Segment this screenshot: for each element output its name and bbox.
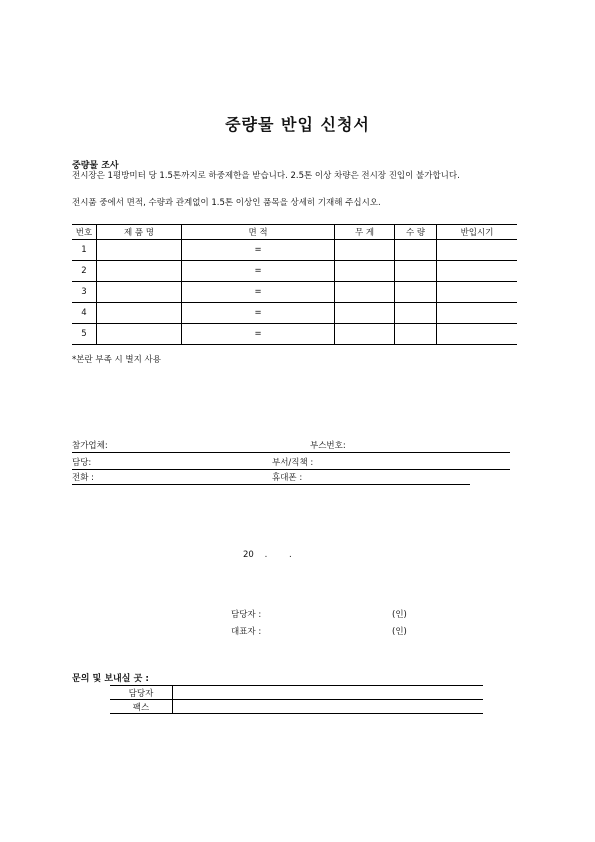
booth-number-field[interactable] — [310, 440, 510, 453]
table-row — [72, 303, 517, 324]
mobile-label: 휴대폰 : — [272, 473, 303, 483]
product-cell[interactable] — [97, 240, 182, 261]
dept-title-label: 부서/직책 : — [272, 458, 314, 468]
manager-label: 담당: — [72, 458, 92, 468]
col-header-product: 제 품 명 — [97, 225, 182, 240]
col-header-no: 번호 — [72, 225, 97, 240]
heavy-items-table — [72, 224, 517, 345]
product-cell[interactable] — [97, 282, 182, 303]
area-cell[interactable]: = — [182, 261, 335, 282]
instruction-text-1: 전시장은 1평방미터 당 1.5톤까지로 하중제한을 받습니다. 2.5톤 이상 차량은 전시장 진입이 불가합니다. — [72, 171, 460, 181]
quantity-cell[interactable] — [395, 303, 437, 324]
col-header-quantity: 수 량 — [395, 225, 437, 240]
row-number: 2 — [72, 261, 97, 282]
delivery-time-cell[interactable] — [437, 324, 518, 345]
contact-label-fax: 팩스 — [110, 700, 173, 714]
signature-ceo-seal[interactable]: (인) — [392, 627, 407, 637]
table-note: *본란 부족 시 별지 사용 — [72, 355, 161, 365]
manager-field[interactable] — [72, 457, 272, 470]
date-line[interactable]: 20 . . — [243, 550, 292, 560]
area-cell[interactable]: = — [182, 303, 335, 324]
row-number: 1 — [72, 240, 97, 261]
contact-label-manager: 담당자 — [110, 686, 173, 700]
weight-cell[interactable] — [335, 324, 395, 345]
company-field[interactable] — [72, 440, 310, 453]
signature-manager-seal[interactable]: (인) — [392, 610, 407, 620]
row-number: 4 — [72, 303, 97, 324]
delivery-time-cell[interactable] — [437, 261, 518, 282]
table-header-row — [72, 225, 517, 240]
product-cell[interactable] — [97, 261, 182, 282]
area-cell[interactable]: = — [182, 240, 335, 261]
area-cell[interactable]: = — [182, 324, 335, 345]
delivery-time-cell[interactable] — [437, 303, 518, 324]
quantity-cell[interactable] — [395, 240, 437, 261]
dept-title-field[interactable] — [272, 457, 510, 470]
contact-title: 문의 및 보내실 곳 : — [72, 674, 149, 684]
contact-row — [110, 686, 483, 700]
delivery-time-cell[interactable] — [437, 240, 518, 261]
col-header-weight: 무 게 — [335, 225, 395, 240]
product-cell[interactable] — [97, 324, 182, 345]
delivery-time-cell[interactable] — [437, 282, 518, 303]
table-row — [72, 324, 517, 345]
table-row — [72, 282, 517, 303]
phone-label: 전화 : — [72, 473, 94, 483]
contact-table — [110, 685, 483, 714]
row-number: 5 — [72, 324, 97, 345]
product-cell[interactable] — [97, 303, 182, 324]
area-cell[interactable]: = — [182, 282, 335, 303]
signature-ceo-label: 대표자 : — [231, 627, 262, 637]
table-row — [72, 261, 517, 282]
instruction-text-2: 전시품 중에서 면적, 수량과 관계없이 1.5톤 이상인 품목을 상세히 기재해 주십시오. — [72, 198, 381, 208]
section-title: 중량물 조사 — [72, 161, 119, 171]
weight-cell[interactable] — [335, 240, 395, 261]
contact-value-manager[interactable] — [173, 686, 484, 700]
company-label: 참가업체: — [72, 441, 108, 451]
phone-field[interactable] — [72, 472, 272, 485]
contact-value-fax[interactable] — [173, 700, 484, 714]
table-row — [72, 240, 517, 261]
quantity-cell[interactable] — [395, 324, 437, 345]
weight-cell[interactable] — [335, 261, 395, 282]
mobile-field[interactable] — [272, 472, 470, 485]
booth-number-label: 부스번호: — [310, 441, 346, 451]
col-header-delivery-time: 반입시기 — [437, 225, 518, 240]
contact-row — [110, 700, 483, 714]
col-header-area: 면 적 — [182, 225, 335, 240]
weight-cell[interactable] — [335, 303, 395, 324]
weight-cell[interactable] — [335, 282, 395, 303]
page-title: 중량물 반입 신청서 — [225, 115, 370, 134]
quantity-cell[interactable] — [395, 261, 437, 282]
signature-manager-label: 담당자 : — [231, 610, 262, 620]
quantity-cell[interactable] — [395, 282, 437, 303]
row-number: 3 — [72, 282, 97, 303]
